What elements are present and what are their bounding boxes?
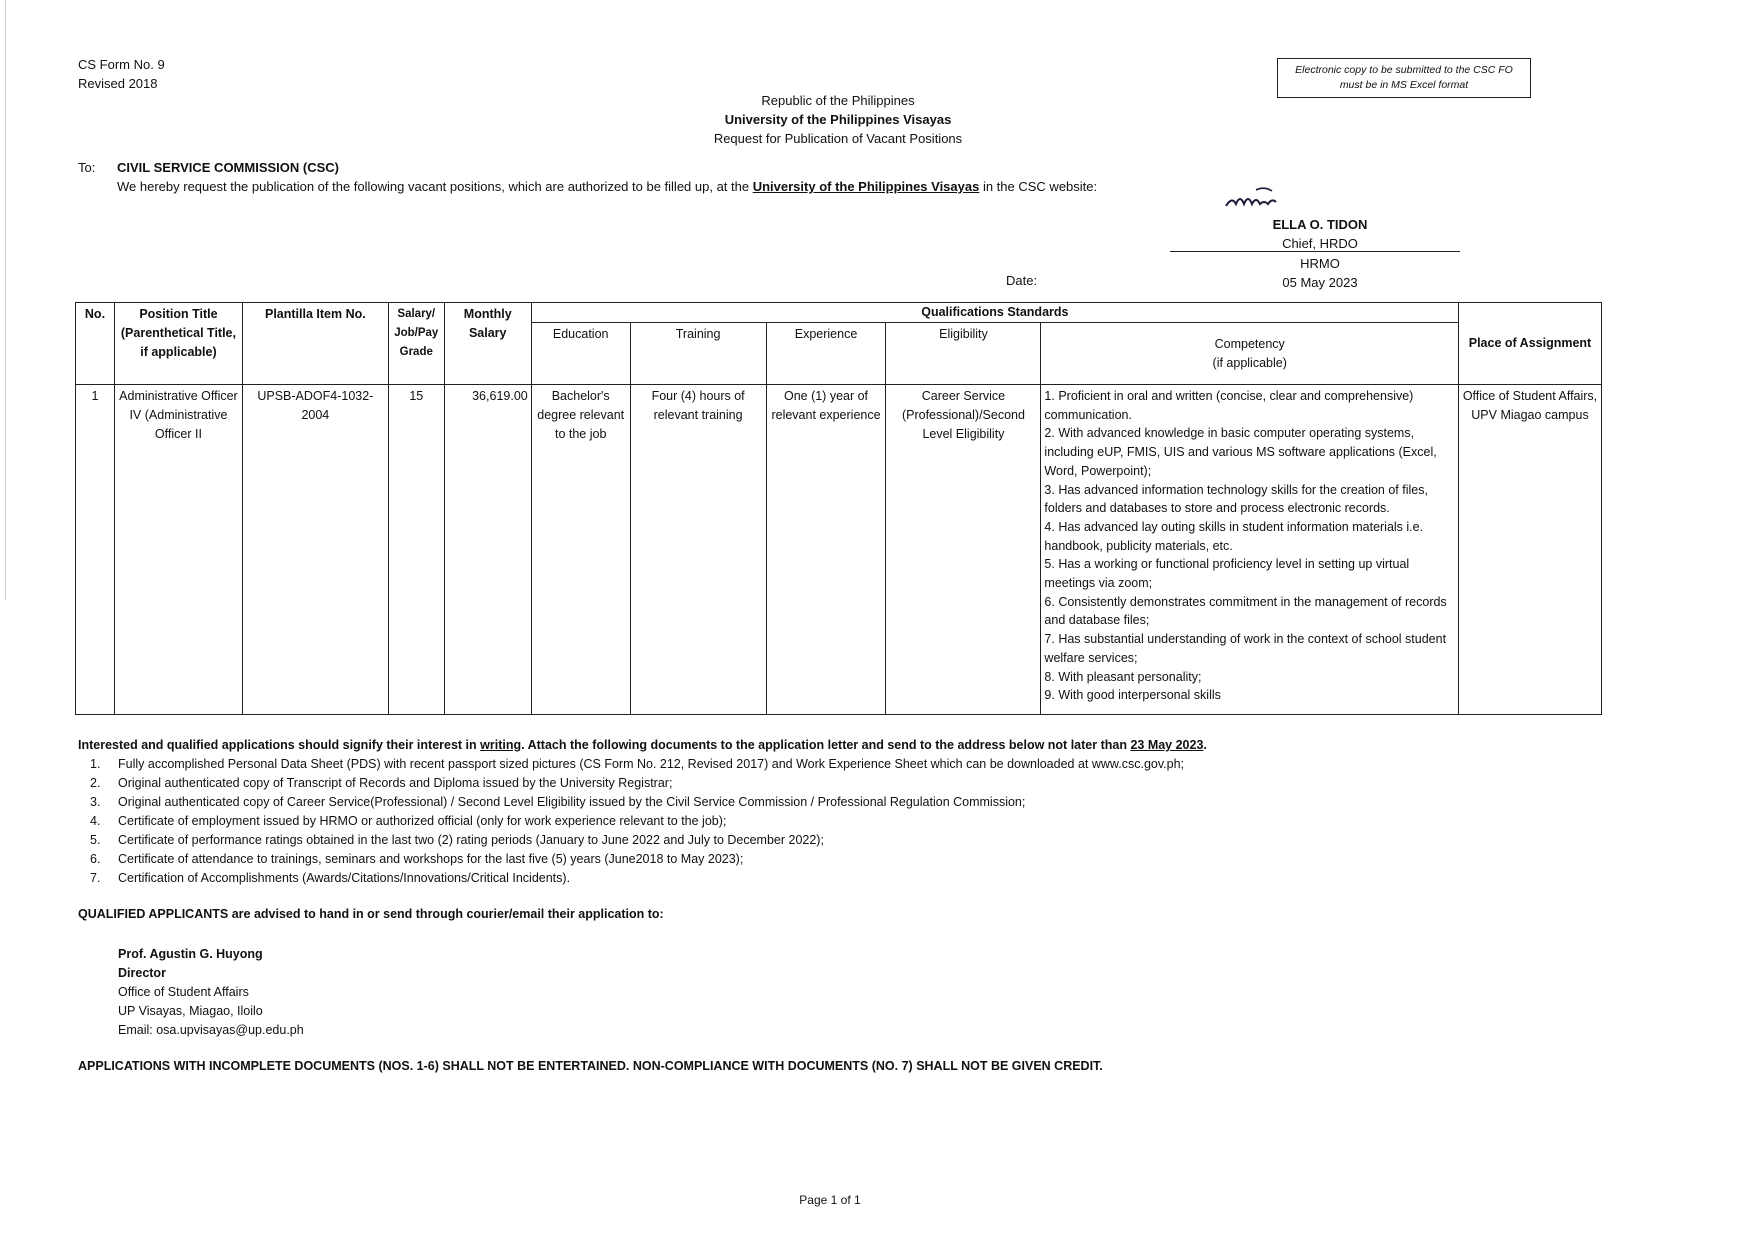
header-eligibility: Eligibility xyxy=(886,323,1041,385)
header-place: Place of Assignment xyxy=(1458,303,1601,385)
requirement-number: 6. xyxy=(90,852,101,866)
vacancy-table xyxy=(75,302,1602,715)
intro-writing: writing xyxy=(480,738,522,752)
competency-item: 4. Has advanced lay outing skills in student information materials i.e. handbook, publicity materials, etc. xyxy=(1044,519,1424,553)
intro-deadline: 23 May 2023 xyxy=(1130,738,1204,752)
header-position-title-text: Position Title xyxy=(139,307,218,321)
competency-item: 3. Has advanced information technology skills for the creation of files, folders and databases to store and process electronic records. xyxy=(1044,482,1428,516)
address-name: Prof. Agustin G. Huyong xyxy=(118,947,263,961)
header-no: No. xyxy=(76,303,115,385)
signatory-role: HRMO xyxy=(1300,256,1340,271)
requirement-text: Fully accomplished Personal Data Sheet (PDS) with recent passport sized pictures (CS Form No. 212, Revised 2017) and Work Experience Sheet which can be downloaded at www.csc.gov.ph; xyxy=(118,757,1185,771)
to-label: To: xyxy=(78,160,96,175)
signatory-date: 05 May 2023 xyxy=(1282,275,1358,290)
document-header xyxy=(0,91,1676,148)
requirement-item xyxy=(78,793,1207,812)
cell-place: Office of Student Affairs, UPV Miagao campus xyxy=(1458,385,1601,715)
header-education: Education xyxy=(531,323,630,385)
page-number: Page 1 of 1 xyxy=(799,1193,861,1207)
instructions-block xyxy=(78,736,1207,888)
header-position-title xyxy=(114,303,242,385)
table-header-row-1 xyxy=(76,303,1602,323)
address-title: Director xyxy=(118,966,166,980)
header-competency xyxy=(1041,323,1459,385)
requirement-text: Certificate of attendance to trainings, seminars and workshops for the last five (5) years (June2018 to May 2023); xyxy=(118,852,744,866)
header-training: Training xyxy=(630,323,766,385)
intro-part-2: . Attach the following documents to the application letter and send to the address below not later than xyxy=(521,738,1131,752)
request-agency: University of the Philippines Visayas xyxy=(752,179,980,194)
requirement-text: Certificate of employment issued by HRMO or authorized official (only for work experience relevant to the job); xyxy=(118,814,727,828)
address-block xyxy=(118,945,304,1040)
requirement-text: Original authenticated copy of Transcript of Records and Diploma issued by the University Registrar; xyxy=(118,776,673,790)
competency-item: 6. Consistently demonstrates commitment in the management of records and database files; xyxy=(1044,594,1447,628)
header-experience: Experience xyxy=(766,323,886,385)
requirement-item xyxy=(78,831,1207,850)
date-label: Date: xyxy=(1006,273,1038,288)
header-agency: University of the Philippines Visayas xyxy=(724,112,952,127)
competency-item: 9. With good interpersonal skills xyxy=(1044,688,1221,703)
requirement-number: 1. xyxy=(90,757,101,771)
table-row xyxy=(76,385,1602,715)
notice-line-2: must be in MS Excel format xyxy=(1339,79,1469,91)
header-qualifications: Qualifications Standards xyxy=(531,303,1458,323)
requirement-number: 2. xyxy=(90,776,101,790)
cell-competency xyxy=(1041,385,1459,715)
intro-part-3: . xyxy=(1203,738,1207,752)
requirement-text: Certificate of performance ratings obtained in the last two (2) rating periods (January to June 2022 and July to December 2022); xyxy=(118,833,824,847)
requirement-text: Certification of Accomplishments (Awards/Citations/Innovations/Critical Incidents). xyxy=(118,871,571,885)
requirement-text: Original authenticated copy of Career Service(Professional) / Second Level Eligibility issued by the Civil Service Commission / Professional Regulation Commission; xyxy=(118,795,1026,809)
request-text-start: We hereby request the publication of the following vacant positions, which are authorized to be filled up, at the xyxy=(117,179,753,194)
header-country: Republic of the Philippines xyxy=(761,93,915,108)
instructions-intro xyxy=(78,736,1207,755)
cell-eligibility: Career Service (Professional)/Second Level Eligibility xyxy=(886,385,1041,715)
competency-item: 8. With pleasant personality; xyxy=(1044,669,1202,684)
signatory-position: Chief, HRDO xyxy=(1282,236,1358,251)
competency-item: 5. Has a working or functional proficiency level in setting up virtual meetings via zoom; xyxy=(1044,557,1410,591)
cell-education: Bachelor's degree relevant to the job xyxy=(531,385,630,715)
address-location: UP Visayas, Miagao, Iloilo xyxy=(118,1004,263,1018)
competency-item: 7. Has substantial understanding of work in the context of school student welfare services; xyxy=(1044,632,1447,665)
requirement-number: 4. xyxy=(90,814,101,828)
incomplete-warning: APPLICATIONS WITH INCOMPLETE DOCUMENTS (NOS. 1-6) SHALL NOT BE ENTERTAINED. NON-COMPLIANCE WITH DOCUMENTS (NO. 7) SHALL NOT BE GIVEN CREDIT. xyxy=(78,1059,1103,1073)
cell-salary: 36,619.00 xyxy=(444,385,531,715)
form-number: CS Form No. 9 xyxy=(78,57,165,72)
address-email: Email: osa.upvisayas@up.edu.ph xyxy=(118,1023,304,1037)
header-plantilla: Plantilla Item No. xyxy=(242,303,388,385)
signatory-block xyxy=(1170,215,1470,253)
qualified-applicants-note: QUALIFIED APPLICANTS are advised to hand in or send through courier/email their application to: xyxy=(78,907,664,921)
intro-part-1: Interested and qualified applications should signify their interest in xyxy=(78,738,481,752)
header-competency-text: Competency xyxy=(1214,336,1285,351)
header-title: Request for Publication of Vacant Positions xyxy=(713,131,963,146)
to-recipient: CIVIL SERVICE COMMISSION (CSC) xyxy=(117,160,339,175)
form-revised: Revised 2018 xyxy=(78,76,158,91)
request-text-end: in the CSC website: xyxy=(979,179,1098,194)
cell-training: Four (4) hours of relevant training xyxy=(630,385,766,715)
signatory-name: ELLA O. TIDON xyxy=(1272,217,1368,232)
requirement-item xyxy=(78,869,1207,888)
to-line xyxy=(78,160,339,175)
cell-plantilla: UPSB-ADOF4-1032-2004 xyxy=(242,385,388,715)
form-number-block xyxy=(78,55,165,93)
cell-no: 1 xyxy=(76,385,115,715)
signatory-role-date xyxy=(1170,254,1470,292)
requirement-number: 5. xyxy=(90,833,101,847)
requirement-number: 3. xyxy=(90,795,101,809)
requirement-number: 7. xyxy=(90,871,101,885)
competency-item: 1. Proficient in oral and written (concise, clear and comprehensive) communication. xyxy=(1044,389,1414,422)
requirement-item xyxy=(78,774,1207,793)
competency-item: 2. With advanced knowledge in basic computer operating systems, including eUP, FMIS, UIS and various MS software applications (Excel, Word, Powerpoint); xyxy=(1044,426,1437,478)
cell-experience: One (1) year of relevant experience xyxy=(766,385,886,715)
scan-margin-line xyxy=(5,0,6,600)
handwritten-signature xyxy=(1222,182,1282,212)
signature-rule xyxy=(1170,251,1460,252)
header-monthly-salary: Monthly Salary xyxy=(444,303,531,385)
requirement-item xyxy=(78,755,1207,774)
header-position-subtitle: (Parenthetical Title, if applicable) xyxy=(120,326,236,359)
cell-grade: 15 xyxy=(388,385,444,715)
requirement-item xyxy=(78,812,1207,831)
request-paragraph xyxy=(117,179,1097,194)
notice-line-1: Electronic copy to be submitted to the CSC FO xyxy=(1295,64,1513,76)
address-office: Office of Student Affairs xyxy=(118,985,249,999)
requirement-item xyxy=(78,850,1207,869)
header-competency-subtitle: (if applicable) xyxy=(1212,355,1287,370)
header-salary-grade: Salary/ Job/Pay Grade xyxy=(388,303,444,385)
cell-position: Administrative Officer IV (Administrative Officer II xyxy=(114,385,242,715)
